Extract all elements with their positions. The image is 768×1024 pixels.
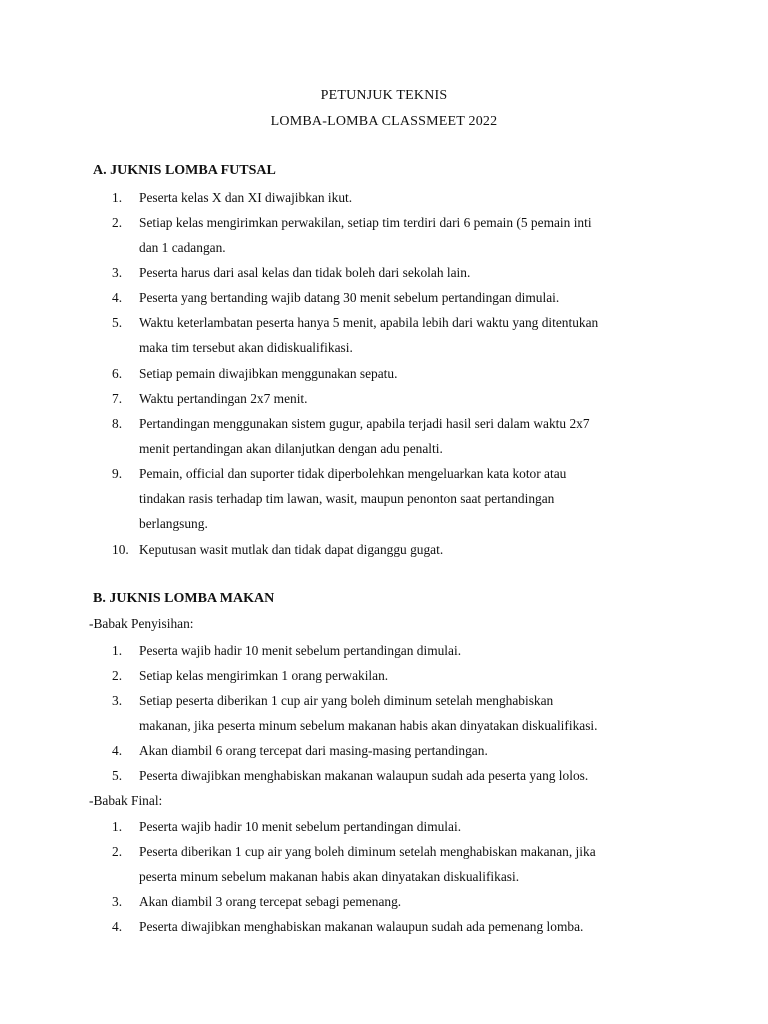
stage-label-final: -Babak Final: (89, 793, 163, 808)
document-subtitle: LOMBA-LOMBA CLASSMEET 2022 (270, 114, 498, 129)
section-a-heading: A. JUKNIS LOMBA FUTSAL (93, 163, 276, 178)
document-page: PETUNJUK TEKNIS LOMBA-LOMBA CLASSMEET 2022 A. JUKNIS LOMBA FUTSAL 1. Peserta kelas X dan XI diwajibkan ikut. 2. Setiap kelas mengirimkan perwakilan, setiap tim terdiri dari 6 pemain (5 pemain inti dan 1 cadangan. 3. Peserta harus dari asal kelas dan tidak boleh dari sekolah lain. 4. Peserta yang bertanding wajib datang 30 menit sebelum pertandingan dimulai. 5. Waktu keterlambatan peserta hanya 5 menit, apabila lebih dari waktu yang ditentukan maka tim tersebut akan didiskualifikasi. 6. Setiap pemain diwajibkan menggunakan sepatu. 7. Waktu pertandingan 2x7 menit. 8. Pertandingan menggunakan sistem gugur, apabila terjadi hasil seri dalam waktu 2x7 menit pertandingan akan dilanjutkan dengan adu penalti. 9. Pemain, official dan suporter tidak diperbolehkan mengeluarkan kata kotor atau tindakan rasis terhadap tim lawan, wasit, maupun penonton saat pertandingan berlangsung. 10. Keputusan wasit mutlak dan tidak dapat diganggu gugat. B. JUKNIS LOMBA MAKAN -Babak Penyisihan: 1. Peserta wajib hadir 10 menit sebelum pertandingan dimulai. 2. Setiap kelas mengirimkan 1 orang perwakilan. 3. Setiap peserta diberikan 1 cup air yang boleh diminum setelah menghabiskan makanan, jika peserta minum sebelum makanan habis akan dinyatakan diskualifikasi. 4. Akan diambil 6 orang tercepat dari masing-masing pertandingan. 5. Peserta diwajibkan menghabiskan makanan walaupun sudah ada peserta yang lolos. -Babak Final: 1. Peserta wajib hadir 10 menit sebelum pertandingan dimulai. 2. Peserta diberikan 1 cup air yang boleh diminum setelah menghabiskan makanan, jika peserta minum sebelum makanan habis akan dinyatakan diskualifikasi. 3. Akan diambil 3 orang tercepat sebagi pemenang. 4. Peserta diwajibkan menghabiskan makanan walaupun sudah ada pemenang lomba. (0, 0, 768, 1024)
section-b-heading: B. JUKNIS LOMBA MAKAN (93, 591, 275, 606)
document-title: PETUNJUK TEKNIS (320, 88, 448, 103)
stage-label-penyisihan: -Babak Penyisihan: (89, 616, 194, 631)
